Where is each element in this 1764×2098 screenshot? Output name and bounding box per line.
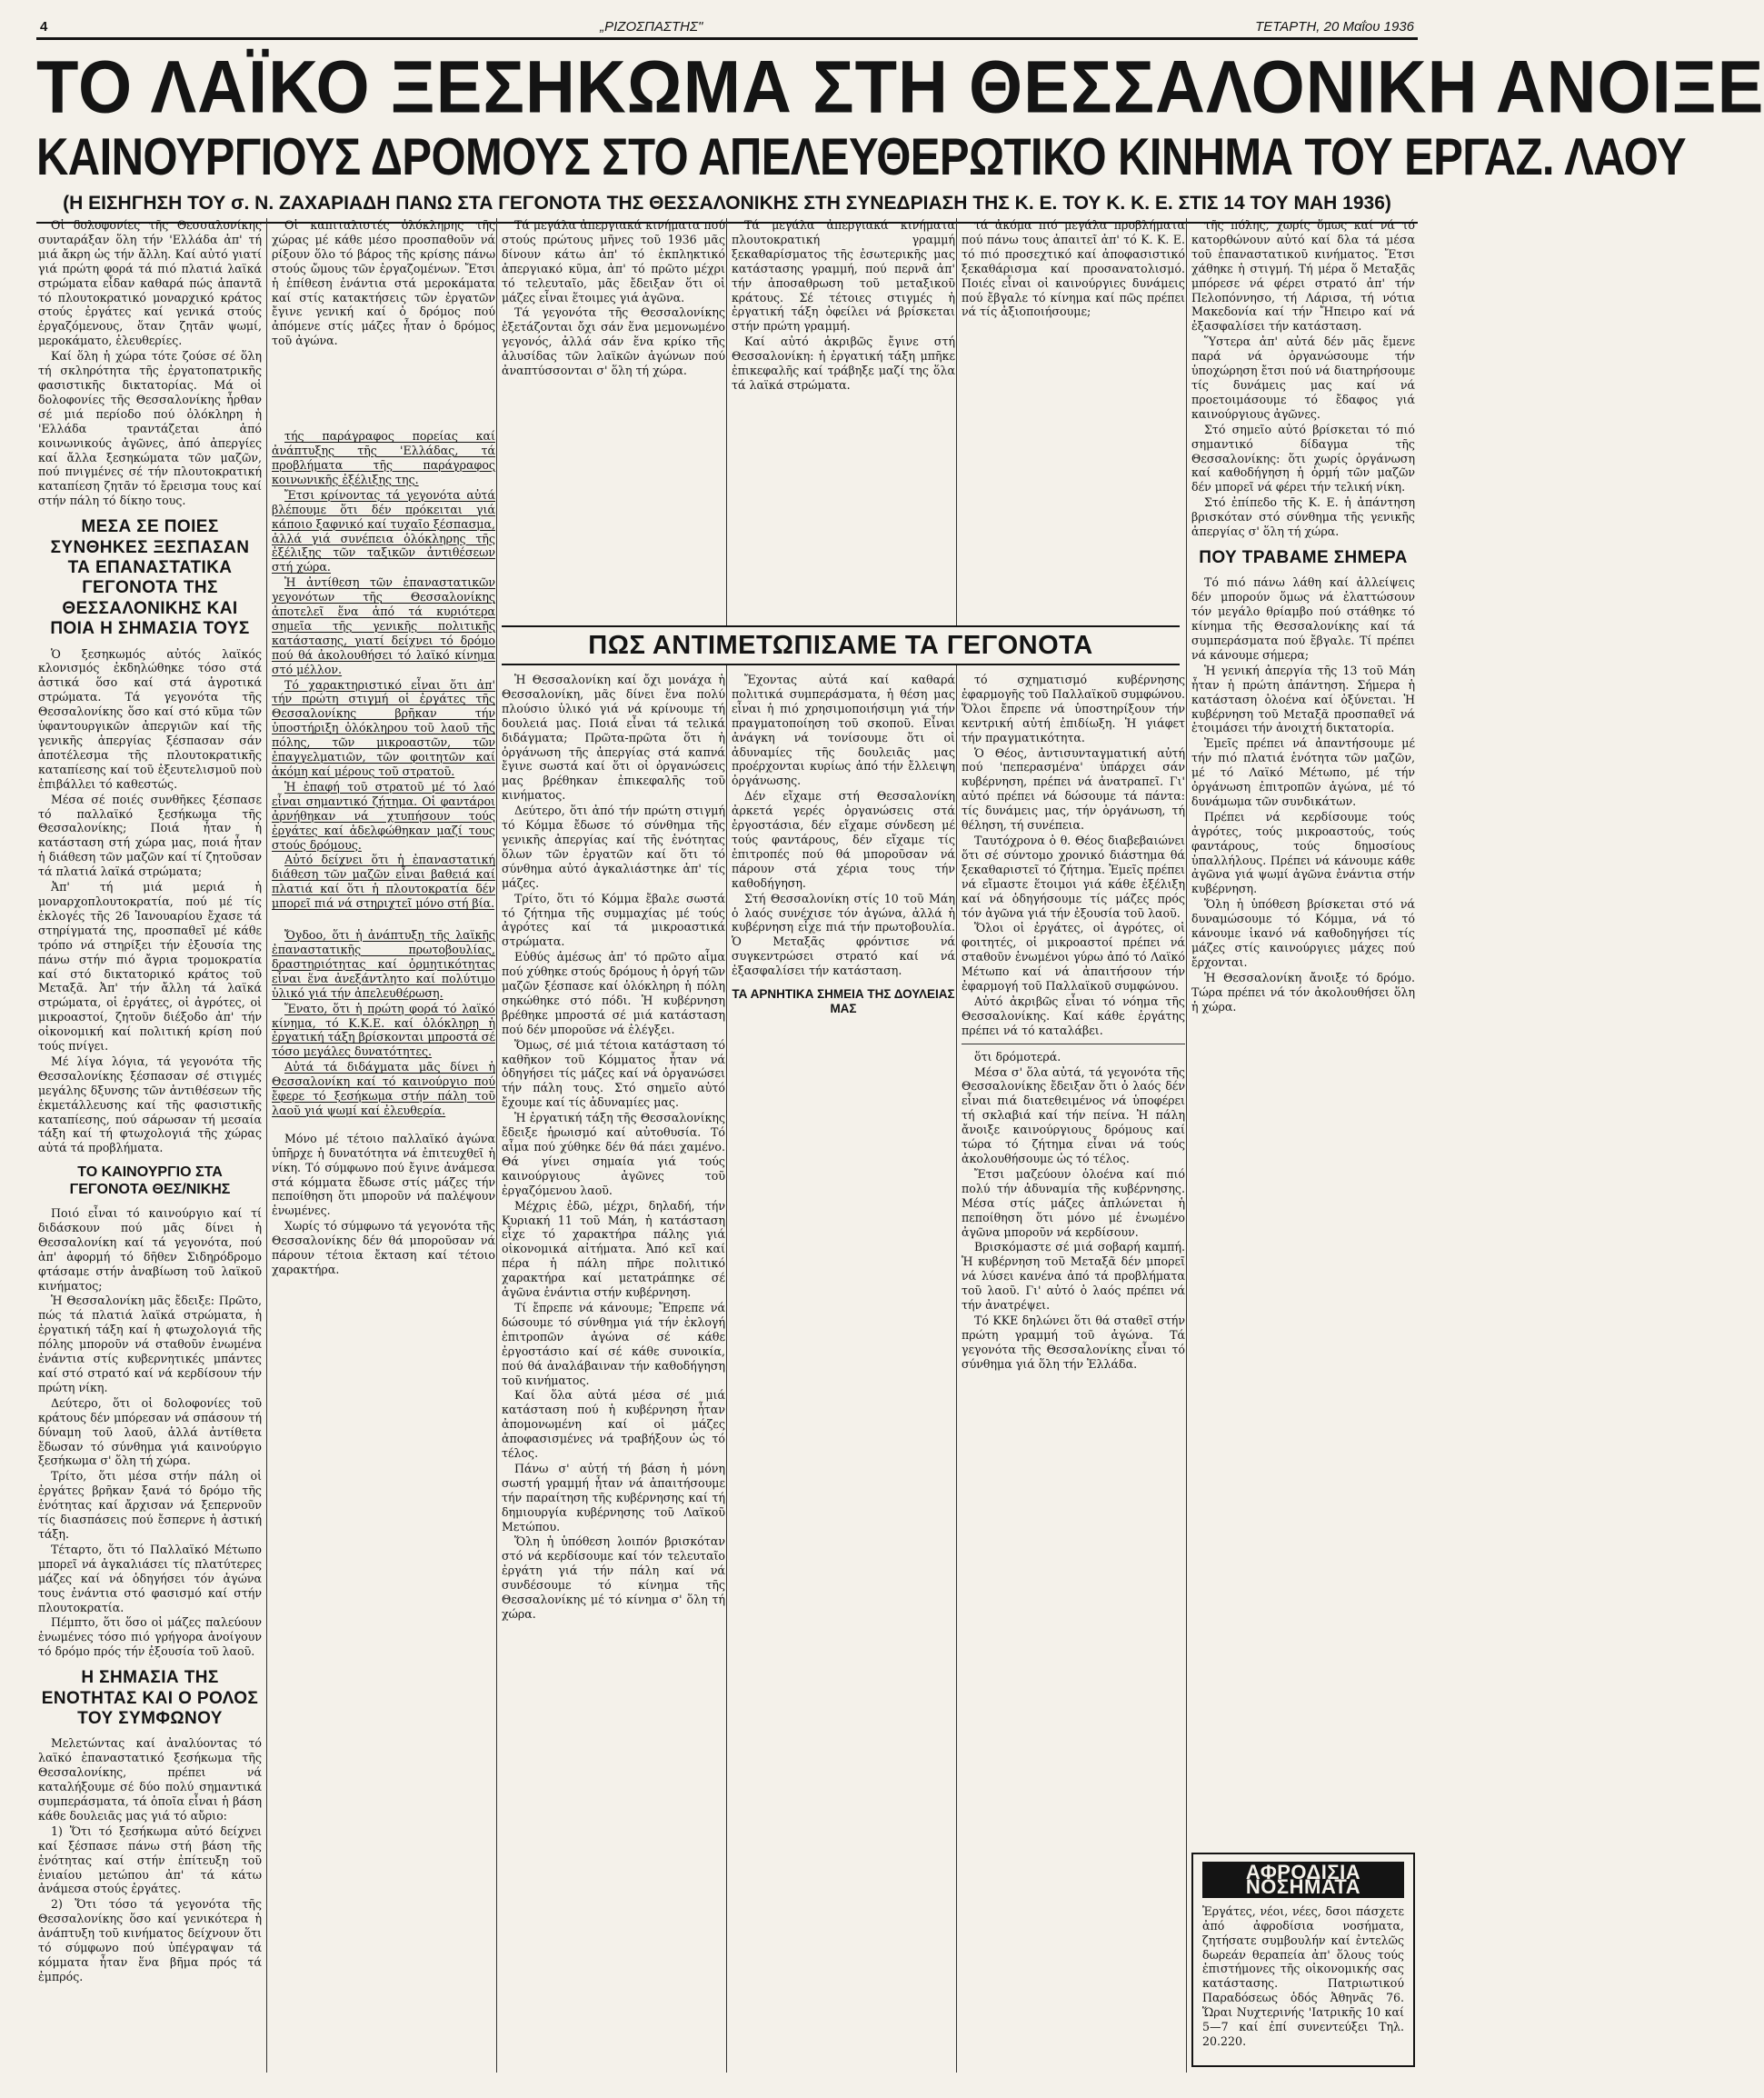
paragraph: Πέμπτο, ὅτι ὅσο οἱ μάζες παλεύουν ἑνωμένες τόσο πιό γρήγορα ἀνοίγουν τό δρόμο πρός τήν ἐξουσία τοῦ λαοῦ. <box>38 1615 262 1659</box>
paragraph: ὅτι δρόμοτερά. <box>974 1049 1061 1064</box>
paragraph: Τό χαρακτηριστικό εἶναι ὅτι ἀπ' τήν πρώτη στιγμή οἱ ἐργάτες τῆς Θεσσαλονίκης βρῆκαν τήν ὑποστήριξη ὁλόκληρου τοῦ λαοῦ τῆς πόλης, τῶν μικροαστῶν, τῶν ἐπαγγελματιῶν, τῶν φοιτητῶν καί ἀκόμη καί μέρους τοῦ στρατοῦ. <box>272 677 495 778</box>
paragraph: Ἡ ἀντίθεση τῶν ἐπαναστατικῶν γεγονότων τῆς Θεσσαλονίκης ἀποτελεῖ ἕνα ἀπό τά κυριότερα σημεῖα τῆς γενικῆς πολιτικῆς κατάστασης, γιατί δείχνει τό δρόμο πού θά ἀκολουθήσει τό λαϊκό κίνημα στό μέλλον. <box>272 575 495 676</box>
paragraph: Ἔχοντας αὐτά καί καθαρά πολιτικά συμπεράσματα, ἡ θέση μας εἶναι ἡ πιό χρησιμοποιήσιμη γιά τήν πραγματοποίηση τοῦ σκοποῦ. Εἶναι ἀνάγκη νά τονίσουμε ὅτι οἱ ἀδυναμίες τῆς δουλειᾶς μας προέρχονται κυρίως ἀπό τήν ἔλλειψη ὀργάνωσης. <box>732 673 955 788</box>
subhead-how-we-faced: ΠΩΣ ΑΝΤΙΜΕΤΩΠΙΣΑΜΕ ΤΑ ΓΕΓΟΝΟΤΑ <box>502 625 1180 665</box>
paragraph: Τρίτο, ὅτι τό Κόμμα ἔβαλε σωστά τό ζήτημα τῆς συμμαχίας μέ τούς ἀγρότες καί τά μικροαστικά στρώματα. <box>502 891 725 949</box>
headline-deck: (Η ΕΙΣΗΓΗΣΗ ΤΟΥ σ. Ν. ΖΑΧΑΡΙΑΔΗ ΠΑΝΩ ΣΤΑ ΓΕΓΟΝΟΤΑ ΤΗΣ ΘΕΣΣΑΛΟΝΙΚΗΣ ΣΤΗ ΣΥΝΕΔΡΙΑΣΗ ΤΗΣ Κ. Ε. ΤΟΥ Κ. Κ. Ε. ΣΤΙΣ 14 ΤΟΥ ΜΑΗ 1936) <box>36 191 1418 224</box>
column-5-top <box>962 218 1185 618</box>
paragraph: τής παράγραφος πορείας καί ἀνάπτυξης τῆς 'Ελλάδας, τά προβλήματα τῆς παράγραφος κοινωνικῆς ἐξέλιξης της. <box>272 429 495 486</box>
paragraph: Δεύτερο, ὅτι ἀπό τήν πρώτη στιγμή τό Κόμμα ἔδωσε τό σύνθημα τῆς γενικῆς ἀπεργίας καί τῆς ἑνότητας ὅλων τῶν ἐργατῶν καί ὅτι τό σύνθημα αὐτό ἀγκαλιάστηκε ἀπ' τίς μάζες. <box>502 804 725 890</box>
paragraph: Τά μεγάλα ἀπεργιακά κινήματα πλουτοκρατική γραμμή ξεκαθαρίσματος τῆς ἐσωτερικῆς μας κατάστασης γραμμή, πού περνᾶ ἀπ' τήν ἀποσαθρωση τοῦ μεταξικοῦ κράτους. Σέ τέτοιες στιγμές ἡ ἐργατική τάξη ὀφείλει νά βρίσκεται στήν πρώτη γραμμή. <box>732 218 955 334</box>
col45-part-c <box>732 673 955 978</box>
column-rule <box>956 218 957 2073</box>
col1-part-c <box>38 1206 262 1659</box>
paragraph: Ὅμως, σέ μιά τέτοια κατάσταση τό καθῆκον τοῦ Κόμματος ἦταν νά ὁδηγήσει τίς μάζες καί νά ὀργανώσει τήν πάλη τους. Στό σημεῖο αὐτό ἔχουμε καί τίς ἀδυναμίες μας. <box>502 1037 725 1110</box>
column-4-top <box>732 218 955 618</box>
advertisement-box <box>1191 1853 1415 2067</box>
paragraph: τό σχηματισμό κυβέρνησης ἐφαρμογῆς τοῦ Παλλαϊκοῦ συμφώνου. Ὅλοι ἔπρεπε νά ὑποστηρίξουν τήν κεντρική αὐτή ἐπιδίωξη. Ἡ γιάφετ τήν πραγματικότητα. <box>962 673 1186 744</box>
paragraph: Αὐτό ἀκριβῶς εἶναι τό νόημα τῆς Θεσσαλονίκης. Καί κάθε ἐργάτης πρέπει νά τό καταλάβει. <box>962 994 1185 1037</box>
col6-part-b <box>1191 575 1415 1014</box>
ad-text: Ἐργάτες, νέοι, νέες, δσοι πάσχετε ἀπό ἀφροδίσια νοσήματα, ζητήσατε συμβουλήν καί ἐντελῶς δωρεάν θεραπεία ἀπ' ὅλους τούς ἐπιστήμονες τῆς οἰκονομικής σας κατάστασης. Πατριωτικού Παραδόσεως ὁδός Ἀθηνᾶς 76. Ὥραι Νυχτερινής 'Ιατρικῆς 10 καί 5—7 καί ἐπί συνεντεύξει Τηλ. 20.220. <box>1202 1903 1404 2048</box>
paragraph: Βρισκόμαστε σέ μιά σοβαρή καμπή. Ἡ κυβέρνηση τοῦ Μεταξᾶ δέν μπορεῖ νά λύσει κανένα ἀπό τά προβλήματα τοῦ λαοῦ. Γι' αὐτό ὁ λαός πρέπει νά τήν ἀνατρέψει. <box>962 1240 1185 1313</box>
paragraph: Δεύτερο, ὅτι οἱ δολοφονίες τοῦ κράτους δέν μπόρεσαν νά σπάσουν τή δύναμη τοῦ λαοῦ, ἀλλά ἀντίθετα ἔδωσαν τό σύνθημα γιά καινούργιο ξεσήκωμα σ' ὅλη τή χώρα. <box>38 1395 262 1468</box>
paragraph: Αὐτά τά διδάγματα μᾶς δίνει ἡ Θεσσαλονίκη καί τό καινούργιο πού ἔφερε τό ξεσήκωμα στήν πάλη τοῦ λαοῦ γιά ψωμί καί ἐλευθερία. <box>272 1060 495 1117</box>
paragraph: Ἀπ' τή μιά μεριά ἡ μοναρχοπλουτοκρατία, πού μέ τίς ἐκλογές τῆς 26 Ἰανουαρίου ἔχασε τά στηρίγματά της, προσπαθεῖ μέ κάθε τρόπο νά στηρίξει τήν ἐξουσία της πάνω στήν πιό ἄγρια τρομοκρατία καί στό δικτατορικό κράτος τοῦ Μεταξᾶ. Ἀπ' τήν ἄλλη τά λαϊκά στρώματα, οἱ ἐργάτες, οἱ ἀγρότες, οἱ μικροαστοί, ζητοῦν διέξοδο ἀπ' τήν οἰκονομική καί πολιτική κρίση πού τούς πνίγει. <box>38 880 262 1054</box>
column-rule <box>1186 218 1187 2073</box>
column-2 <box>272 218 495 2073</box>
paragraph: Καί αὐτό ἀκριβῶς ἔγινε στή Θεσσαλονίκη: ἡ ἐργατική τάξη μπῆκε ἐπικεφαλῆς καί τράβηξε μαζί της ὅλα τά λαϊκά στρώματα. <box>732 335 955 392</box>
subhead-unity: Η ΣΗΜΑΣΙΑ ΤΗΣ ΕΝΟΤΗΤΑΣ ΚΑΙ Ο ΡΟΛΟΣ ΤΟΥ ΣΥΜΦΩΝΟΥ <box>41 1668 259 1728</box>
paragraph: Μέ λίγα λόγια, τά γεγονότα τῆς Θεσσαλονίκης ξέσπασαν σέ στιγμές μεγάλης δξυνσης τῶν ἀντιθέσεων τῆς ἐκμετάλλευσης καί τῆς φασιστικῆς καταπίεσης, πού σάρωσαν τή μεσαία τάξη καί τή φτωχολογιά τῆς χώρας αὐτά τά προβλήματα. <box>38 1054 262 1155</box>
paragraph: Μέσα σ' ὅλα αὐτά, τά γεγονότα τῆς Θεσσαλονίκης ἔδειξαν ὅτι ὁ λαός δέν εἶναι πιά διατεθειμένος νά ὑποφέρει τή σκλαβιά καί τήν πείνα. Ἡ πάλη ἄνοιξε καινούργιους δρόμους καί τώρα τό ζήτημα εἶναι νά τούς ἀκολουθήσουμε ὡς τό τέλος. <box>962 1064 1185 1165</box>
col45-part-b <box>502 673 725 1622</box>
col1-part-a <box>38 218 262 508</box>
article-body <box>36 218 1418 2080</box>
paragraph: 1) Ὅτι τό ξεσήκωμα αὐτό δείχνει καί ξέσπασε πάνω στή βάση τῆς ἑνότητας καί στήν ἐπίτευξη τοῦ ἑνιαίου μετώπου ἀπ' τά κάτω ἀνάμεσα στούς ἐργάτες. <box>38 1823 262 1896</box>
paragraph: Ἔνατο, ὅτι ἡ πρώτη φορά τό λαϊκό κίνημα, τό Κ.Κ.Ε. καί ὁλόκληρη ἡ ἐργατική τάξη βρίσκονται μπροστά σέ τόσο μεγάλες δυνατότητες. <box>272 1001 495 1059</box>
paragraph: Μέχρις ἐδῶ, μέχρι, δηλαδή, τήν Κυριακή 11 τοῦ Μάη, ἡ κατάσταση εἶχε τό χαρακτήρα πάλης γιά οἰκονομικά αἰτήματα. Ἀπό κεῖ καί πέρα ἡ πάλη πῆρε πολιτικό χαρακτήρα καί μετατράπηκε σέ ἀγῶνα ἐνάντια στήν κυβέρνηση. <box>502 1198 725 1300</box>
paragraph: Ὅλοι οἱ ἐργάτες, οἱ ἀγρότες, οἱ φοιτητές, οἱ μικροαστοί πρέπει νά σταθοῦν ἑνωμένοι γύρω ἀπό τό Λαϊκό Μέτωπο καί νά ἀπαιτήσουν τήν ἐφαρμογή τοῦ Παλλαϊκοῦ συμφώνου. <box>962 921 1185 994</box>
paragraph: Μέσα σέ ποιές συνθῆκες ξέσπασε τό παλλαϊκό ξεσήκωμα τῆς Θεσσαλονίκης; Ποιά ἦταν ἡ κατάσταση στή χώρα μας, ποιά ἦταν ἡ διάθεση τῶν μαζῶν καί τί ζητοῦσαν τά πλατιά λαϊκά στρώματα; <box>38 792 262 879</box>
paragraph: Αὐτό δείχνει ὅτι ἡ ἐπαναστατική διάθεση τῶν μαζῶν εἶναι βαθειά καί πλατιά καί ὅτι ἡ πλουτοκρατία δέν μπορεῖ πιά νά στηριχτεῖ μόνο στή βία. <box>272 853 495 911</box>
paragraph: Καί ὅλη ἡ χώρα τότε ζούσε σέ ὅλη τή σκληρότητα τῆς ἐργατοπατρικῆς φασιστικῆς δικτατορίας. Μά οἱ δολοφονίες τῆς Θεσσαλονίκης ἦρθαν σέ μιά περίοδο πού ὁλόκληρη ἡ 'Ελλάδα τραντάζεται ἀπό κοινωνικούς ἀγῶνες, ἀπό ἀπεργίες καί ἄλλα ξεσηκώματα τῶν μαζῶν, πού πνιγμένες σέ τήν πλουτοκρατική καταπίεση ζητᾶν τό ἔρεισμα τους καί στήν πάλη τό δίκηο τους. <box>38 349 262 508</box>
paragraph: Στό σημεῖο αὐτό βρίσκεται τό πιό σημαντικό δίδαγμα τῆς Θεσσαλονίκης: ὅτι χωρίς ὀργάνωση καί καθοδήγηση ἡ ὁρμή τῶν μαζῶν δέν μπορεῖ νά φέρει τήν τελική νίκη. <box>1191 422 1415 495</box>
paragraph: Ἐμεῖς πρέπει νά ἀπαντήσουμε μέ τήν πιό πλατιά ἑνότητα τῶν μαζῶν, μέ τό Λαϊκό Μέτωπο, μέ τήν ὀργάνωση ἐπιτροπῶν ἀγώνα, μέ τό δυνάμωμα τῶν συνδικάτων. <box>1191 736 1415 808</box>
subhead-new: ΤΟ ΚΑΙΝΟΥΡΓΙΟ ΣΤΑ ΓΕΓΟΝΟΤΑ ΘΕΣ/ΝΙΚΗΣ <box>69 1164 231 1198</box>
col2-part-c <box>272 928 495 1118</box>
col7-part-a <box>962 673 1185 1038</box>
col2-part-d <box>272 1132 495 1277</box>
ad-title: ΑΦΡΟΔΙΣΙΑ ΝΟΣΗΜΑΤΑ <box>1202 1862 1404 1898</box>
paragraph: Τί ἔπρεπε νά κάνουμε; Ἔπρεπε νά δώσουμε τό σύνθημα γιά τήν ἐκλογή ἐπιτροπῶν ἀγώνα σέ κάθε ἐργοστάσιο καί σέ κάθε συνοικία, πού θά ἀναλάβαιναν τήν καθοδήγηση τοῦ κινήματος. <box>502 1300 725 1387</box>
paragraph: Ἔτσι κρίνοντας τά γεγονότα αὐτά βλέπουμε ὅτι δέν πρόκειται γιά κάποιο ξαφνικό καί τυχαῖο ξέσπασμα, ἀλλά γιά συνέπεια ὁλόκληρης τῆς ἐξέλιξης τῶν ταξικῶν ἀντιθέσεων στή χώρα. <box>272 487 495 574</box>
main-headline-line1: ΤΟ ΛΑΪΚΟ ΞΕΣΗΚΩΜΑ ΣΤΗ ΘΕΣΣΑΛΟΝΙΚΗ ΑΝΟΙΞΕ <box>36 45 1764 129</box>
paragraph: Ὅλη ἡ ὑπόθεση βρίσκεται στό νά δυναμώσουμε τό Κόμμα, νά τό κάνουμε ἱκανό νά καθοδηγήσει τίς μάζες στίς καινούργιες μάχες πού ἔρχονται. <box>1191 897 1415 969</box>
paragraph: Πρέπει νά κερδίσουμε τούς ἀγρότες, τούς μικροαστούς, τούς φαντάρους, τούς δημοσίους ὑπαλλήλους. Πρέπει νά κάνουμε κάθε ἀγῶνα γιά ψωμί ἀγῶνα ἐνάντια στήν κυβέρνηση. <box>1191 809 1415 896</box>
col6-part-a <box>1191 218 1415 539</box>
paragraph: Δέν εἴχαμε στή Θεσσαλονίκη ἀρκετά γερές ὀργανώσεις στά ἐργοστάσια, δέν εἴχαμε σύνδεση μέ τούς φαντάρους, δέν εἴχαμε τίς ἐπιτροπές πού θά μποροῦσαν νά πάρουν στά χέρια τους τήν καθοδήγηση. <box>732 789 955 890</box>
paragraph: Ἡ ἐργατική τάξη τῆς Θεσσαλονίκης ἔδειξε ἡρωισμό καί αὐτοθυσία. Τό αἷμα πού χύθηκε δέν θά πάει χαμένο. Θά γίνει σημαία γιά τούς καινούργιους ἀγῶνες τοῦ ἐργαζόμενου λαοῦ. <box>502 1111 725 1197</box>
paragraph: Στή Θεσσαλονίκη στίς 10 τοῦ Μάη ὁ λαός συνέχισε τόν ἀγώνα, ἀλλά ἡ κυβέρνηση εἶχε πιά τήν πρωτοβουλία. Ὁ Μεταξᾶς φρόντισε νά συγκεντρώσει στρατό καί νά ἐξασφαλίσει τήν κατάσταση. <box>732 891 955 978</box>
paragraph: Τά γεγονότα τῆς Θεσσαλονίκης ἐξετάζονται ὄχι σάν ἕνα μεμονωμένο γεγονός, ἀλλά σάν ἕνα κρίκο τῆς ἁλυσίδας τῶν λαϊκῶν ἀγώνων πού ἀναπτύσσονται σ' ὅλη τή χώρα. <box>502 305 725 378</box>
paragraph: Πάνω σ' αὐτή τή βάση ἡ μόνη σωστή γραμμή ἦταν νά ἀπαιτήσουμε τήν παραίτηση τῆς κυβέρνησης καί τή δημιουργία κυβέρνησης τοῦ Λαϊκοῦ Μετώπου. <box>502 1461 725 1534</box>
subhead-negatives: ΤΑ ΑΡΝΗΤΙΚΑ ΣΗΜΕΙΑ ΤΗΣ ΔΟΥΛΕΙΑΣ ΜΑΣ <box>732 987 955 1015</box>
column-6 <box>1191 218 1415 2073</box>
column-5-lower <box>962 673 1185 2073</box>
paragraph: Οἱ δολοφονίες τῆς Θεσσαλονίκης συνταράξαν ὅλη τήν 'Ελλάδα ἀπ' τή μιά ἄκρη ὡς τήν ἄλλη. Καί αὐτό γιατί γιά πρώτη φορά τά πιό πλατιά λαϊκά στρώματα εἶδαν καθαρά πώς ἀπαντᾶ τό πλουτοκρατικό μοναρχικό κράτος στούς ἐργάτες καί γενικά στούς ἐργαζόμενους, ὅταν ζητᾶν ψωμί, μεροκάματο, ἐλευθερίες. <box>38 218 262 348</box>
paragraph: Ἡ Θεσσαλονίκη καί ὄχι μονάχα ἡ Θεσσαλονίκη, μᾶς δίνει ἕνα πολύ πλούσιο ὑλικό γιά νά κρίνουμε τή δουλειά μας. Ποιά εἶναι τά τελικά διδάγματα; Πρῶτα-πρῶτα ὅτι ἡ ὀργάνωση τῆς ἀπεργίας στά καπνά ἔγινε σωστά καί ὅτι οἱ ὀργανώσεις μας βρέθηκαν ἐπικεφαλῆς τοῦ κινήματος. <box>502 673 725 803</box>
col2-part-b <box>272 429 495 911</box>
masthead <box>36 16 1418 40</box>
paragraph: Ὄγδοο, ὅτι ἡ ἀνάπτυξη τῆς λαϊκῆς ἐπαναστατικῆς πρωτοβουλίας, δραστηριότητας καί ὁρμητικότητας εἶναι ἕνα ἀνεξάντλητο καί πολύτιμο ὑλικό γιά τήν ἀπελευθέρωση. <box>272 928 495 1000</box>
paragraph: Ποιό εἶναι τό καινούργιο καί τί διδάσκουν πού μᾶς δίνει ἡ Θεσσαλονίκη καί τά γεγονότα, πού ἀπ' ἀφορμή τό δῆθεν Σιδηρόδρομο φτάσαμε στήν ἀναβίωση τοῦ λαϊκοῦ κινήματος; <box>38 1206 262 1293</box>
column-rule <box>726 218 727 2073</box>
paragraph: Στό ἐπίπεδο τῆς Κ. Ε. ἡ ἀπάντηση βρισκόταν στό σύνθημα τῆς γενικῆς ἀπεργίας σ' ὅλη τή χώρα. <box>1191 495 1415 539</box>
paragraph: Οἱ καπιταλιστές ὁλόκληρης τῆς χώρας μέ κάθε μέσο προσπαθοῦν νά ρίξουν ὅλο τό βάρος τῆς κρίσης πάνω στούς ὤμους τῶν ἐργαζομένων. Ἔτσι ἡ ἐπίθεση ἐνάντια στά μεροκάματα καί στίς κατακτήσεις τῶν ἐργατῶν ἔγινε γενική καί ὁ δρόμος πού ἀπόμενε στίς μάζες ἦταν ὁ δρόμος τοῦ ἀγώνα. <box>272 218 495 348</box>
paragraph: Τό πιό πάνω λάθη καί ἀλλείψεις δέν μπορούν ὅμως νά ἐλαττώσουν τόν μεγάλο θρίαμβο πού στάθηκε τό κίνημα τῆς Θεσσαλονίκης καί τά συμπεράσματα πού ἔβγαλε. Τί πρέπει νά κάνουμε σήμερα; <box>1191 575 1415 662</box>
page-number: 4 <box>40 19 48 35</box>
col1-part-d <box>38 1736 262 1983</box>
paragraph: Μελετώντας καί ἀναλύοντας τό λαϊκό ἐπαναστατικό ξεσήκωμα τῆς Θεσσαλονίκης, πρέπει νά καταλήξουμε σέ δύο πολύ σημαντικά συμπεράσματα, τά ὁποῖα εἶναι ἡ βάση κάθε δουλειᾶς μας γιά τό αὔριο: <box>38 1736 262 1823</box>
col2-part-a <box>272 218 495 348</box>
paragraph: τῆς πόλης, χωρίς ὅμως καί νά τό κατορθώνουν αὐτό καί δλα τά μέσα τοῦ ἐπαναστατικοῦ κινήματος. Ἔτσι χάθηκε ἡ στιγμή. Τή μέρα ὅ Μεταξᾶς μπόρεσε νά φέρει στρατό ἀπ' τήν Πελοπόννησο, τή Λάρισα, τή νότια Μακεδονία καί τήν Ἤπειρο καί νά ἐξασφαλίσει τήν κατάσταση. <box>1191 218 1415 334</box>
col1-part-b <box>38 647 262 1156</box>
col3-part-a <box>502 218 725 378</box>
newspaper-page <box>36 16 1764 2080</box>
column-1 <box>38 218 262 2073</box>
paragraph: Τά μεγάλα ἀπεργιακά κινήματα πού στούς πρώτους μῆνες τοῦ 1936 μᾶς δίνουν κάτω ἀπ' τό ἐκπληκτικό ἀπεργιακό κῦμα, ἀπ' τό πρῶτο μέχρι τό τελευταῖο, μᾶς ἔδειξαν ὅτι οἱ μάζες εἶναι ἕτοιμες γιά ἀγῶνα. <box>502 218 725 305</box>
paragraph: Τό ΚΚΕ δηλώνει ὅτι θά σταθεῖ στήν πρώτη γραμμή τοῦ ἀγώνα. Τά γεγονότα τῆς Θεσσαλονίκης εἶναι τό σύνθημα γιά ὅλη τήν Ἑλλάδα. <box>962 1313 1185 1371</box>
col7-part-b <box>962 1050 1185 1372</box>
paragraph: Ἡ Θεσσαλονίκη μᾶς ἔδειξε: Πρῶτο, πώς τά πλατιά λαϊκά στρώματα, ἡ ἐργατική τάξη καί ἡ φτωχολογιά τῆς πόλης μποροῦν νά σταθοῦν ἑνωμένα ἐνάντια στίς κυβερνητικές μπάντες καί στό στρατό καί νά κερδίσουν τήν πρώτη νίκη. <box>38 1294 262 1394</box>
paragraph: Εὐθύς ἀμέσως ἀπ' τό πρῶτο αἷμα πού χύθηκε στούς δρόμους ἡ ὀργή τῶν μαζῶν ξέσπασε καί ὁλόκληρη ἡ πόλη σηκώθηκε στό πόδι. Ἡ κυβέρνηση βρέθηκε μπροστά σέ μιά κατάσταση πού δέν μποροῦσε νά ἐλέγξει. <box>502 950 725 1036</box>
paragraph: Ἡ Θεσσαλονίκη ἄνοιξε τό δρόμο. Τώρα πρέπει νά τόν ἀκολουθήσει ὅλη ἡ χώρα. <box>1191 970 1415 1014</box>
subhead-conditions: ΜΕΣΑ ΣΕ ΠΟΙΕΣ ΣΥΝΘΗΚΕΣ ΞΕΣΠΑΣΑΝ ΤΑ ΕΠΑΝΑΣΤΑΤΙΚΑ ΓΕΓΟΝΟΤΑ ΤΗΣ ΘΕΣΣΑΛΟΝΙΚΗΣ ΚΑΙ ΠΟΙΑ Η ΣΗΜΑΣΙΑ ΤΟΥΣ <box>50 517 250 639</box>
paragraph: Μόνο μέ τέτοιο παλλαϊκό ἀγώνα ὑπῆρχε ἡ δυνατότητα νά ἐπιτευχθεῖ ἡ νίκη. Τό σύμφωνο πού ἔγινε ἀνάμεσα στά κόμματα ἔδωσε στίς μάζες τήν πεποίθηση ὅτι μποροῦν νά παλέψουν ἑνωμένες. <box>272 1131 495 1218</box>
paragraph: 2) Ὅτι τόσο τά γεγονότα τῆς Θεσσαλονίκης ὅσο καί γενικότερα ἡ ἀνάπτυξη τοῦ κινήματος δείχνουν ὅτι τό σύμφωνο πού ὑπέγραψαν τά κόμματα ἦταν ἕνα βῆμα πρός τά ἐμπρός. <box>38 1897 262 1983</box>
issue-date: ΤΕΤΑΡΤΗ, 20 Μαΐου 1936 <box>1255 19 1414 35</box>
paragraph: Τρίτο, ὅτι μέσα στήν πάλη οἱ ἐργάτες βρῆκαν ξανά τό δρόμο τῆς ἑνότητας καί ἄρχισαν νά ξεπερνοῦν τίς διασπάσεις πού ἔσπερνε ἡ ἀστική τάξη. <box>38 1469 262 1541</box>
main-headline-line2: ΚΑΙΝΟΥΡΓΙΟΥΣ ΔΡΟΜΟΥΣ ΣΤΟ ΑΠΕΛΕΥΘΕΡΩΤΙΚΟ ΚΙΝΗΜΑ ΤΟΥ ΕΡΓΑΖ. ΛΑΟΥ <box>36 128 1686 186</box>
paragraph: Ἡ ἐπαφή τοῦ στρατοῦ μέ τό λαό εἶναι σημαντικό ζήτημα. Οἱ φαντάροι ἀρνήθηκαν νά χτυπήσουν τούς ἐργάτες καί ἀδελφώθηκαν μαζί τους στούς δρόμους. <box>272 779 495 852</box>
paragraph: Χωρίς τό σύμφωνο τά γεγονότα τῆς Θεσσαλονίκης δέν θά μποροῦσαν νά πάρουν τέτοια ἔκταση καί τέτοιο χαρακτήρα. <box>272 1219 495 1276</box>
paragraph: Ὅλη ἡ ὑπόθεση λοιπόν βρισκόταν στό νά κερδίσουμε καί τόν τελευταῖο ἐργάτη γιά τήν πάλη καί νά συνδέσουμε τό κίνημα τῆς Θεσσαλονίκης μέ τό κίνημα σ' ὅλη τή χώρα. <box>502 1534 725 1621</box>
paragraph: Ὁ Θέος, ἀντισυνταγματική αὐτή πού 'πεπερασμένα' ὑπάρχει σάν κυβέρνηση, πρέπει νά ἀνατραπεῖ. Γι' αὐτό πρέπει νά δώσουμε τά πάντα: τίς δυνάμεις μας, τήν ὀργάνωση, τή θέληση, τή συνέπεια. <box>962 745 1185 833</box>
subhead-where-we-go: ΠΟΥ ΤΡΑΒΑΜΕ ΣΗΜΕΡΑ <box>1199 547 1408 567</box>
paper-name: „ΡΙΖΟΣΠΑΣΤΗΣ" <box>600 19 703 35</box>
paragraph: Ὁ ξεσηκωμός αὐτός λαϊκός κλονισμός ἐκδηλώθηκε τόσο στά ἀστικά ὅσο καί στά ἀγροτικά στρώματα. Τά γεγονότα τῆς Θεσσαλονίκης ὅσο καί στό κῦμα τῶν ὑφαντουργικῶν ἀπεργιῶν καί τῆς γενικῆς ἀπεργίας ξέσπασαν σάν ἀποτέλεσμα τῆς πλουτοκρατικῆς καταπίεσης καί τοῦ ἐξευτελισμοῦ ποὺ ἐπιβάλλει τό καθεστώς. <box>38 646 262 791</box>
paragraph: Τέταρτο, ὅτι τό Παλλαϊκό Μέτωπο μπορεῖ νά ἀγκαλιάσει τίς πλατύτερες μάζες καί νά ὁδηγήσει τόν ἀγώνα τους ἐνάντια στό φασισμό καί στήν πλουτοκρατία. <box>38 1542 262 1614</box>
paragraph: Ὕστερα ἀπ' αὐτά δέν μᾶς ἔμενε παρά νά ὀργανώσουμε τήν ὑποχώρηση ἔτσι πού νά διατηρήσουμε τίς δυνάμεις μας καί νά προετοιμάσουμε τό ἔδαφος γιά καινούργιους ἀγῶνες. <box>1191 335 1415 421</box>
paragraph: Καί ὅλα αὐτά μέσα σέ μιά κατάσταση πού ἡ κυβέρνηση ἦταν ἀπομονωμένη καί οἱ μάζες ἀποφασισμένες νά τραβήξουν ὡς τό τέλος. <box>502 1388 725 1461</box>
col5-part-a <box>962 218 1185 319</box>
column-rule <box>266 218 267 2073</box>
column-3-lower <box>502 673 725 2073</box>
paragraph: Ταυτόχρονα ὁ θ. Θέος διαβεβαιώνει ὅτι σέ σύντομο χρονικό διάστημα θά ξεκαθαριστεῖ τό ζήτημα. Ἐμεῖς πρέπει νά εἴμαστε ἕτοιμοι γιά κάθε ἐξέλιξη καί νά ὁδηγήσουμε τίς μάζες πρός τόν ἀγῶνα γιά τήν ἐξουσία τοῦ λαοῦ. <box>962 833 1185 920</box>
column-rule <box>496 218 497 2073</box>
paragraph: τά ἀκόμα πιό μεγάλα προβλήματα πού πάνω τους ἀπαιτεῖ ἀπ' τό Κ. Κ. Ε. τό πιό προσεχτικό καί ἀποφασιστικό ξεκαθάρισμα καί προσανατολισμό. Ποιές εἶναι οἱ καινούργιες δυνάμεις πού ἔβγαλε τό κίνημα καί πῶς πρέπει νά τίς ἀξιοποιήσουμε; <box>962 218 1185 319</box>
paragraph: Ἔτσι μαζεύουν ὁλοένα καί πιό πολύ τήν ἀδυναμία τῆς κυβέρνησης. Μέσα στίς μάζες ἁπλώνεται ἡ πεποίθηση ὅτι μόνο μέ ἑνωμένο ἀγῶνα μποροῦν νά κερδίσουν. <box>962 1166 1185 1239</box>
col4-part-a <box>732 218 955 393</box>
column-4-lower <box>732 673 955 2073</box>
paragraph: Ἡ γενική ἀπεργία τῆς 13 τοῦ Μάη ἦταν ἡ πρώτη ἀπάντηση. Σήμερα ἡ κατάσταση ὁλοένα καί ὀξύνεται. Ἡ κυβέρνηση τοῦ Μεταξᾶ προσπαθεῖ νά ἑτοιμάσει τήν ἀνοιχτή δικτατορία. <box>1191 663 1415 735</box>
